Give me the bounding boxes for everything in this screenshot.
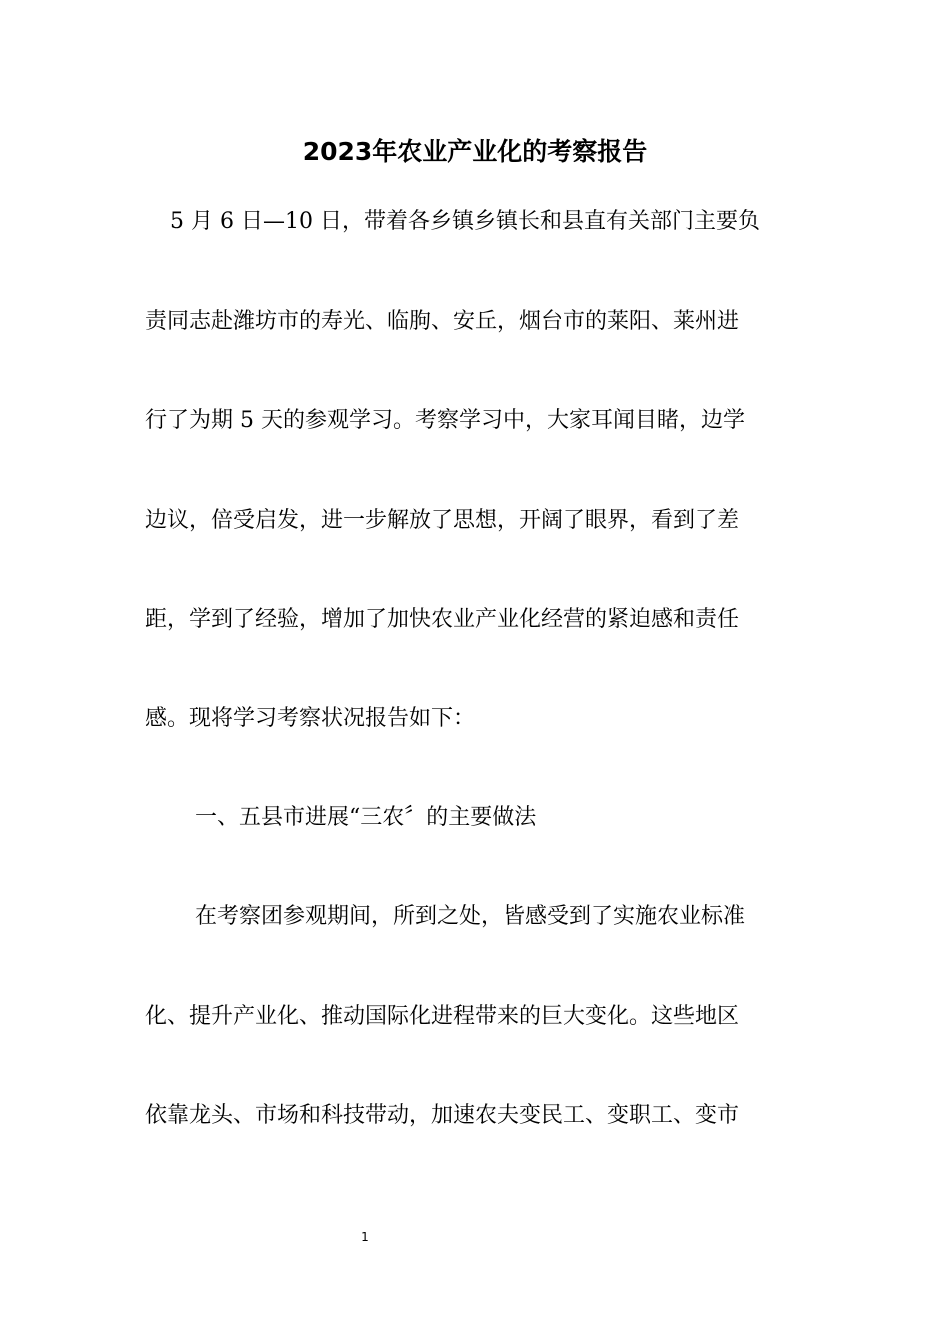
paragraph-line: 边议，倍受启发，进一步解放了思想，开阔了眼界，看到了差: [145, 508, 740, 533]
paragraph-line: 依靠龙头、市场和科技带动，加速农夫变民工、变职工、变市: [145, 1103, 740, 1128]
paragraph-line: 行了为期 5 天的参观学习。考察学习中，大家耳闻目睹，边学: [145, 408, 745, 433]
paragraph-line: 责同志赴潍坊市的寿光、临朐、安丘，烟台市的莱阳、莱州进: [145, 309, 740, 334]
paragraph-line: 感。现将学习考察状况报告如下：: [145, 706, 476, 731]
paragraph-line: 化、提升产业化、推动国际化进程带来的巨大变化。这些地区: [145, 1004, 740, 1029]
page-number: 1: [361, 1230, 369, 1244]
paragraph-line: 距，学到了经验，增加了加快农业产业化经营的紧迫感和责任: [145, 607, 740, 632]
paragraph-line: 在考察团参观期间，所到之处，皆感受到了实施农业标准: [195, 904, 746, 929]
paragraph-line: 5 月 6 日—10 日，带着各乡镇乡镇长和县直有关部门主要负: [170, 209, 760, 234]
section-heading: 一、五县市进展“三农〞的主要做法: [195, 805, 537, 830]
document-title: 2023年农业产业化的考察报告: [302, 137, 648, 166]
